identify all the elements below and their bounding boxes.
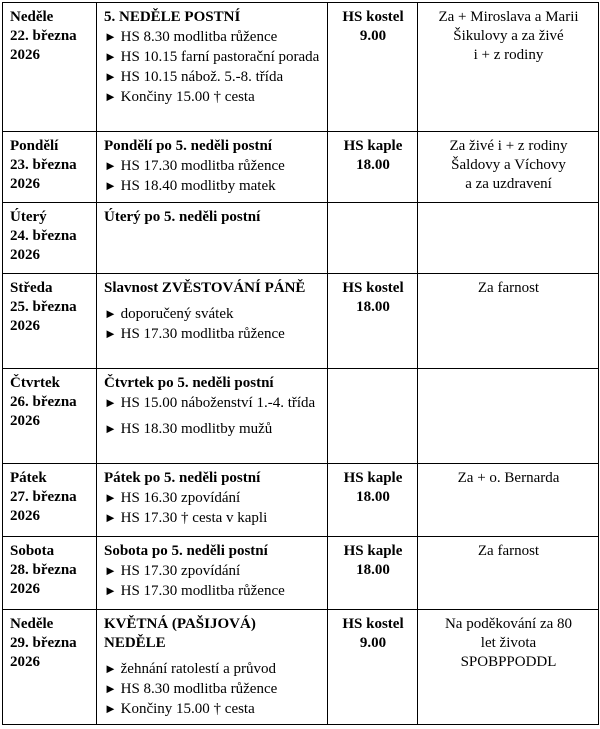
bullet-arrow-icon: ► bbox=[104, 157, 117, 173]
mass-time: 18.00 bbox=[356, 156, 390, 173]
bullet-arrow-icon: ► bbox=[104, 563, 117, 579]
mass-cell bbox=[328, 3, 418, 132]
program-item: ► HS 10.15 farní pastorační porada bbox=[104, 49, 320, 65]
mass-place: HS kostel bbox=[342, 9, 404, 25]
intention-line: SPOBPPODDL bbox=[460, 654, 557, 671]
program-cell bbox=[97, 463, 328, 536]
bullet-arrow-icon: ► bbox=[104, 509, 117, 525]
date: 28. března bbox=[10, 562, 77, 579]
intention-line: Za farnost bbox=[477, 280, 540, 297]
bullet-arrow-icon: ► bbox=[104, 177, 117, 193]
year: 2026 bbox=[10, 507, 40, 524]
weekday: Úterý bbox=[10, 208, 47, 225]
mass-time: 9.00 bbox=[359, 28, 387, 44]
program-item: ► HS 17.30 † cesta v kapli bbox=[104, 509, 268, 526]
program-item: ► HS 17.30 modlitba růžence bbox=[104, 583, 285, 600]
program-item: ► Končiny 15.00 † cesta bbox=[104, 701, 255, 718]
intention-line: Za živé i + z rodiny bbox=[449, 137, 568, 154]
program-item: ► Končiny 15.00 † cesta bbox=[104, 89, 255, 105]
intention-cell bbox=[418, 463, 599, 536]
program-cell bbox=[97, 274, 328, 369]
mass-cell bbox=[328, 463, 418, 536]
intention-cell bbox=[418, 369, 599, 463]
date: 29. března bbox=[10, 635, 77, 652]
bullet-arrow-icon: ► bbox=[104, 701, 117, 717]
date-cell bbox=[3, 369, 97, 463]
program-item: ► doporučený svátek bbox=[104, 306, 234, 323]
intention-cell bbox=[418, 131, 599, 202]
date: 23. března bbox=[10, 156, 77, 173]
mass-place: HS kaple bbox=[343, 543, 403, 560]
date-cell bbox=[3, 463, 97, 536]
intention-cell bbox=[418, 3, 599, 132]
intention-line: Za farnost bbox=[477, 543, 540, 560]
mass-place: HS kaple bbox=[343, 137, 403, 154]
intention-cell bbox=[418, 610, 599, 725]
mass-time: 18.00 bbox=[356, 562, 390, 579]
schedule-row bbox=[3, 3, 599, 132]
day-title: Pondělí po 5. neděli postní bbox=[104, 137, 272, 154]
schedule-row bbox=[3, 131, 599, 202]
mass-cell bbox=[328, 131, 418, 202]
program-item: ► HS 18.30 modlitby mužů bbox=[104, 421, 273, 438]
day-title: Úterý po 5. neděli postní bbox=[104, 208, 261, 225]
program-cell bbox=[97, 3, 328, 132]
schedule-row bbox=[3, 463, 599, 536]
day-title: Pátek po 5. neděli postní bbox=[104, 469, 261, 486]
day-title: Slavnost ZVĚSTOVÁNÍ PÁNĚ bbox=[104, 280, 306, 297]
date-cell bbox=[3, 131, 97, 202]
mass-cell bbox=[328, 369, 418, 463]
bullet-arrow-icon: ► bbox=[104, 29, 117, 44]
weekday: Sobota bbox=[10, 543, 55, 560]
bullet-arrow-icon: ► bbox=[104, 583, 117, 599]
bullet-arrow-icon: ► bbox=[104, 395, 117, 411]
date: 25. března bbox=[10, 299, 77, 316]
program-cell bbox=[97, 202, 328, 273]
intention-cell bbox=[418, 202, 599, 273]
year: 2026 bbox=[10, 413, 40, 430]
weekday: Pátek bbox=[10, 469, 47, 486]
bullet-arrow-icon: ► bbox=[104, 69, 117, 84]
intention-line: Na poděkování za 80 bbox=[444, 616, 573, 633]
bullet-arrow-icon: ► bbox=[104, 421, 117, 437]
mass-cell bbox=[328, 610, 418, 725]
program-item: ► HS 17.30 modlitba růžence bbox=[104, 157, 285, 174]
mass-cell bbox=[328, 202, 418, 273]
mass-place: HS kostel bbox=[342, 616, 404, 633]
mass-cell bbox=[328, 537, 418, 610]
date: 22. března bbox=[10, 28, 77, 44]
date-cell bbox=[3, 202, 97, 273]
mass-time: 9.00 bbox=[359, 635, 387, 652]
program-item: ► HS 8.30 modlitba růžence bbox=[104, 681, 278, 698]
date: 26. března bbox=[10, 394, 77, 411]
weekday: Neděle bbox=[10, 616, 54, 633]
date-cell bbox=[3, 274, 97, 369]
mass-time: 18.00 bbox=[356, 488, 390, 505]
day-title: KVĚTNÁ (PAŠIJOVÁ) NEDĚLE bbox=[104, 616, 256, 652]
schedule-row bbox=[3, 610, 599, 725]
year: 2026 bbox=[10, 654, 40, 671]
program-item: ► HS 16.30 zpovídání bbox=[104, 489, 241, 506]
year: 2026 bbox=[10, 318, 40, 335]
intention-line: Šaldovy a Víchovy bbox=[451, 156, 566, 173]
year: 2026 bbox=[10, 47, 40, 63]
intention-line: i + z rodiny bbox=[473, 47, 544, 63]
weekday: Čtvrtek bbox=[10, 375, 60, 392]
intention-line: Za + o. Bernarda bbox=[457, 469, 560, 486]
mass-place: HS kaple bbox=[343, 469, 403, 486]
program-item: ► žehnání ratolestí a průvod bbox=[104, 661, 276, 678]
date-cell bbox=[3, 537, 97, 610]
day-title: 5. NEDĚLE POSTNÍ bbox=[104, 9, 241, 25]
program-cell bbox=[97, 537, 328, 610]
bullet-arrow-icon: ► bbox=[104, 681, 117, 697]
day-title: Čtvrtek po 5. neděli postní bbox=[104, 375, 274, 392]
weekday: Neděle bbox=[10, 9, 54, 25]
schedule-row bbox=[3, 537, 599, 610]
mass-time: 18.00 bbox=[356, 299, 390, 316]
date: 27. března bbox=[10, 488, 77, 505]
bullet-arrow-icon: ► bbox=[104, 306, 117, 322]
bullet-arrow-icon: ► bbox=[104, 49, 117, 64]
bullet-arrow-icon: ► bbox=[104, 661, 117, 677]
day-title: Sobota po 5. neděli postní bbox=[104, 543, 268, 560]
mass-place: HS kostel bbox=[342, 280, 404, 297]
program-item: ► HS 8.30 modlitba růžence bbox=[104, 29, 278, 45]
intention-cell bbox=[418, 537, 599, 610]
mass-cell bbox=[328, 274, 418, 369]
program-item: ► HS 18.40 modlitby matek bbox=[104, 177, 276, 194]
intention-line: a za uzdravení bbox=[465, 175, 552, 192]
intention-line: Šikulovy a za živé bbox=[453, 28, 564, 44]
program-cell bbox=[97, 131, 328, 202]
date-cell bbox=[3, 610, 97, 725]
program-item: ► HS 10.15 nábož. 5.-8. třída bbox=[104, 69, 284, 85]
schedule-row bbox=[3, 274, 599, 369]
schedule-row bbox=[3, 202, 599, 273]
bullet-arrow-icon: ► bbox=[104, 489, 117, 505]
weekday: Středa bbox=[10, 280, 53, 297]
year: 2026 bbox=[10, 246, 40, 263]
program-cell bbox=[97, 369, 328, 463]
intention-cell bbox=[418, 274, 599, 369]
intention-line: Za + Miroslava a Marii bbox=[438, 9, 579, 25]
program-item: ► HS 17.30 zpovídání bbox=[104, 563, 241, 580]
date: 24. března bbox=[10, 227, 77, 244]
year: 2026 bbox=[10, 175, 40, 192]
weekday: Pondělí bbox=[10, 137, 59, 154]
intention-line: let života bbox=[480, 635, 537, 652]
program-item: ► HS 15.00 náboženství 1.-4. třída bbox=[104, 395, 316, 412]
date-cell bbox=[3, 3, 97, 132]
schedule-row bbox=[3, 369, 599, 463]
program-cell bbox=[97, 610, 328, 725]
year: 2026 bbox=[10, 581, 40, 598]
bullet-arrow-icon: ► bbox=[104, 89, 117, 104]
program-item: ► HS 17.30 modlitba růžence bbox=[104, 326, 285, 343]
bullet-arrow-icon: ► bbox=[104, 326, 117, 342]
schedule-table bbox=[2, 2, 599, 725]
